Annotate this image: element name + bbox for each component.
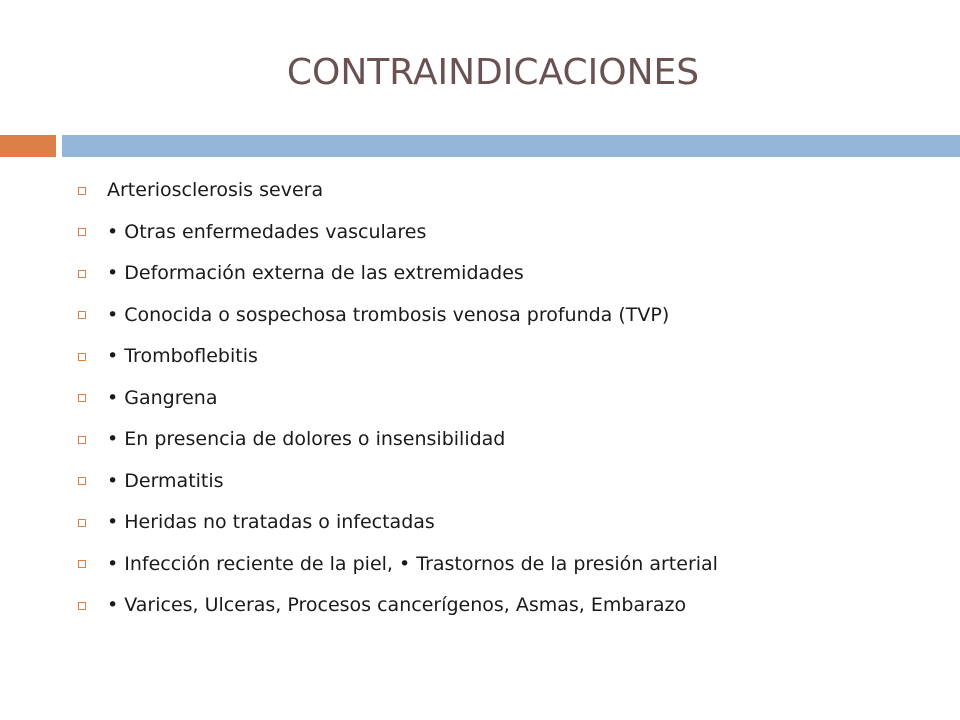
square-bullet-icon xyxy=(78,353,86,361)
square-bullet-icon xyxy=(78,270,86,278)
square-bullet-icon xyxy=(78,436,86,444)
list-item xyxy=(78,170,718,212)
list-item-text: Arteriosclerosis severa xyxy=(107,179,324,201)
list-item-text: • Deformación externa de las extremidades xyxy=(107,262,524,284)
slide-title: CONTRAINDICACIONES xyxy=(286,52,700,93)
square-bullet-icon xyxy=(78,228,86,236)
list-item xyxy=(78,585,718,627)
list-item xyxy=(78,502,718,544)
square-bullet-icon xyxy=(78,602,86,610)
list-item-text: • Tromboflebitis xyxy=(107,345,258,367)
square-bullet-icon xyxy=(78,311,86,319)
list-item xyxy=(78,419,718,461)
list-item-text: • Dermatitis xyxy=(107,469,224,492)
list-item xyxy=(78,544,718,586)
list-item-text: • Otras enfermedades vasculares xyxy=(107,220,427,243)
contraindications-list xyxy=(78,170,718,627)
list-item xyxy=(78,378,718,420)
square-bullet-icon xyxy=(78,394,86,402)
list-item-text: • Conocida o sospechosa trombosis venosa profunda (TVP) xyxy=(107,303,670,326)
list-item-text: • Heridas no tratadas o infectadas xyxy=(107,511,435,533)
list-item xyxy=(78,212,718,254)
square-bullet-icon xyxy=(78,477,86,485)
list-item-text: • Varices, Ulceras, Procesos cancerígenos, Asmas, Embarazo xyxy=(107,594,687,616)
list-item xyxy=(78,461,718,503)
list-item xyxy=(78,336,718,378)
accent-bar-orange xyxy=(0,135,56,157)
list-item-text: • En presencia de dolores o insensibilidad xyxy=(107,428,506,450)
square-bullet-icon xyxy=(78,187,86,195)
list-item-text: • Infección reciente de la piel, • Trastornos de la presión arterial xyxy=(107,552,718,575)
accent-bar-blue xyxy=(62,135,960,157)
list-item-text: • Gangrena xyxy=(107,386,218,409)
list-item xyxy=(78,295,718,337)
list-item xyxy=(78,253,718,295)
square-bullet-icon xyxy=(78,519,86,527)
square-bullet-icon xyxy=(78,560,86,568)
